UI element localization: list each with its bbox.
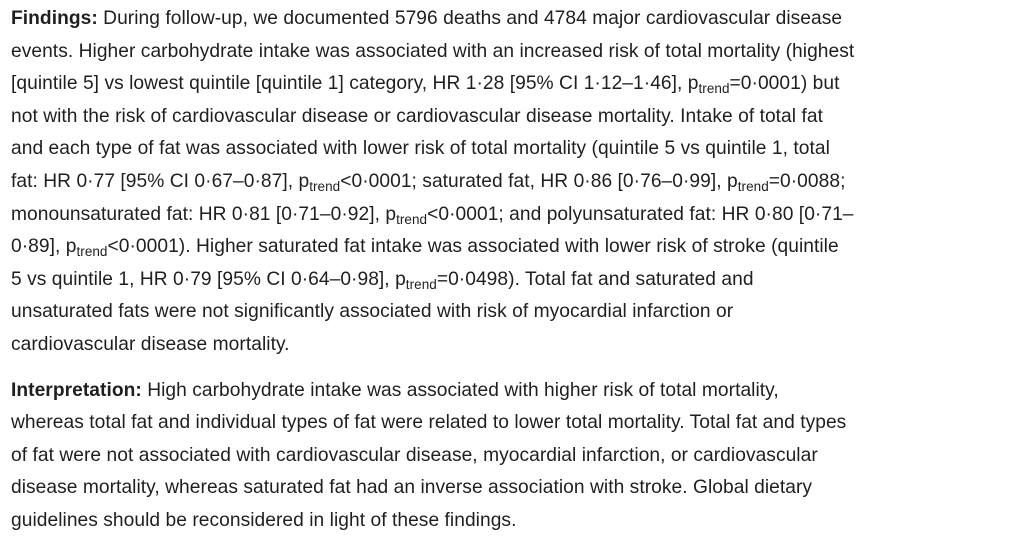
interpretation-line-1	[11, 375, 1023, 408]
interpretation-section	[11, 375, 1023, 538]
text-segment: =0·0001) but	[729, 73, 840, 95]
interpretation-label: Interpretation:	[11, 379, 142, 401]
subscript-trend: trend	[309, 178, 341, 194]
text-segment: [quintile 5] vs lowest quintile [quintile 1] category, HR 1·28 [95% CI 1·12–1·46], p	[11, 73, 699, 95]
text-segment: and each type of fat was associated with lower risk of total mortality (quintile 5 vs quintile 1, total	[11, 138, 830, 160]
text-segment: not with the risk of cardiovascular disease or cardiovascular disease mortality. Intake of total fat	[11, 105, 823, 127]
subscript-trend: trend	[405, 276, 437, 292]
findings-line-8	[11, 231, 1023, 264]
interpretation-line-5	[11, 505, 1023, 538]
section-gap	[11, 362, 1023, 375]
abstract-text	[11, 3, 1023, 538]
interpretation-line-4	[11, 472, 1023, 505]
findings-line-3	[11, 68, 1023, 101]
text-segment: fat: HR 0·77 [95% CI 0·67–0·87], p	[11, 170, 310, 192]
text-segment: =0·0498). Total fat and saturated and	[436, 268, 754, 290]
subscript-trend: trend	[76, 244, 108, 260]
findings-line-9	[11, 264, 1023, 297]
text-segment: of fat were not associated with cardiovascular disease, myocardial infarction, or cardiovascular	[11, 444, 818, 466]
text-segment: During follow-up, we documented 5796 deaths and 4784 major cardiovascular disease	[97, 8, 843, 29]
findings-section	[11, 3, 1023, 362]
text-segment: 5 vs quintile 1, HR 0·79 [95% CI 0·64–0·98], p	[11, 268, 406, 290]
interpretation-line-3	[11, 440, 1023, 473]
text-segment: events. Higher carbohydrate intake was associated with an increased risk of total mortality (highest	[11, 40, 855, 62]
findings-line-4	[11, 101, 1023, 134]
findings-line-1	[11, 3, 1023, 36]
interpretation-line-2	[11, 407, 1023, 440]
text-segment: unsaturated fats were not significantly associated with risk of myocardial infarction or	[11, 301, 734, 323]
text-segment: disease mortality, whereas saturated fat had an inverse association with stroke. Global dietary	[11, 477, 813, 499]
text-segment: monounsaturated fat: HR 0·81 [0·71–0·92], p	[11, 203, 397, 225]
findings-label: Findings:	[11, 8, 98, 29]
findings-line-10	[11, 296, 1023, 329]
text-segment: =0·0088;	[768, 170, 846, 192]
findings-line-11	[11, 329, 1023, 362]
findings-line-5	[11, 133, 1023, 166]
text-segment: guidelines should be reconsidered in light of these findings.	[11, 509, 517, 531]
text-segment: <0·0001). Higher saturated fat intake was associated with lower risk of stroke (quintile	[107, 236, 839, 258]
text-segment: cardiovascular disease mortality.	[11, 333, 290, 355]
text-segment: <0·0001; and polyunsaturated fat: HR 0·80 [0·71–	[427, 203, 854, 225]
text-segment: 0·89], p	[11, 236, 77, 258]
text-segment: whereas total fat and individual types of fat were related to lower total mortality. Total fat and types	[11, 412, 847, 434]
text-segment: High carbohydrate intake was associated with higher risk of total mortality,	[141, 379, 779, 401]
findings-line-6	[11, 166, 1023, 199]
text-segment: <0·0001; saturated fat, HR 0·86 [0·76–0·99], p	[340, 170, 738, 192]
subscript-trend: trend	[396, 211, 428, 227]
subscript-trend: trend	[698, 81, 730, 97]
findings-line-2	[11, 36, 1023, 69]
findings-line-7	[11, 199, 1023, 232]
subscript-trend: trend	[737, 178, 769, 194]
